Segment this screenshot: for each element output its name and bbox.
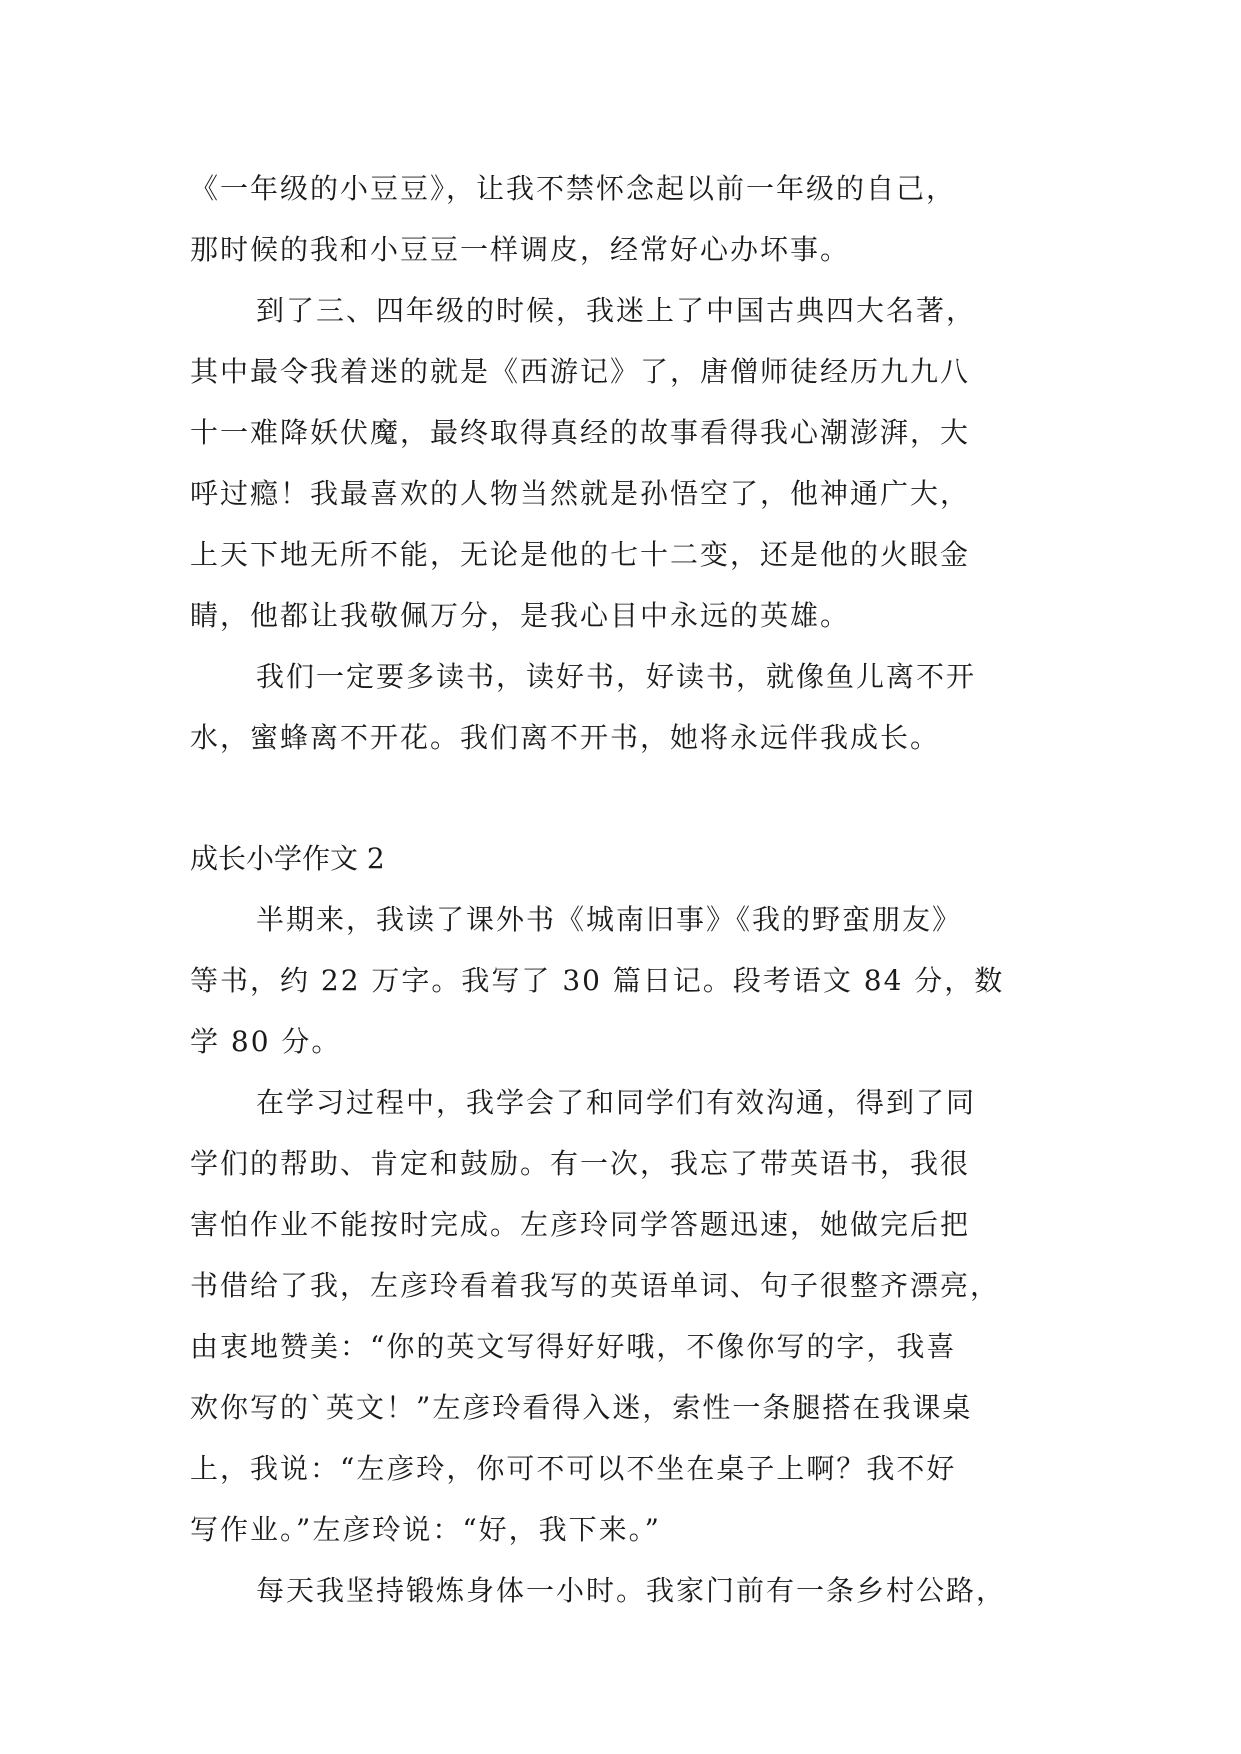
paragraph-line: 学们的帮助、肯定和鼓励。有一次，我忘了带英语书，我很 — [190, 1147, 971, 1180]
paragraph-line: 水，蜜蜂离不开花。我们离不开书，她将永远伴我成长。 — [190, 721, 941, 754]
paragraph-line: 学 80 分。 — [190, 1025, 342, 1058]
paragraph-line: 其中最令我着迷的就是《西游记》了，唐僧师徒经历九九八 — [190, 355, 971, 388]
paragraph-line: 在学习过程中，我学会了和同学们有效沟通，得到了同 — [256, 1086, 977, 1119]
paragraph-line: 上天下地无所不能，无论是他的七十二变，还是他的火眼金 — [190, 538, 971, 571]
paragraph-line: 十一难降妖伏魔，最终取得真经的故事看得我心潮澎湃，大 — [190, 416, 971, 449]
paragraph-line: 害怕作业不能按时完成。左彦玲同学答题迅速，她做完后把 — [190, 1208, 971, 1241]
paragraph-line: 睛，他都让我敬佩万分，是我心目中永远的英雄。 — [190, 599, 851, 632]
paragraph-line: 由衷地赞美：“你的英文写得好好哦，不像你写的字，我喜 — [190, 1330, 957, 1363]
paragraph-line: 呼过瘾！我最喜欢的人物当然就是孙悟空了，他神通广大， — [190, 477, 971, 510]
paragraph-line: 上，我说：“左彦玲，你可不可以不坐在桌子上啊？我不好 — [190, 1452, 957, 1485]
paragraph-line: 那时候的我和小豆豆一样调皮，经常好心办坏事。 — [190, 233, 851, 266]
document-body — [190, 158, 1060, 1621]
paragraph-line: 书借给了我，左彦玲看着我写的英语单词、句子很整齐漂亮， — [190, 1269, 1001, 1302]
paragraph-line: 欢你写的`英文！”左彦玲看得入迷，索性一条腿搭在我课桌 — [190, 1391, 973, 1424]
section-heading: 成长小学作文 2 — [190, 842, 385, 875]
paragraph-line: 写作业。”左彦玲说：“好，我下来。” — [190, 1513, 661, 1546]
paragraph-line: 半期来，我读了课外书《城南旧事》《我的野蛮朋友》 — [256, 903, 963, 936]
paragraph-line: 每天我坚持锻炼身体一小时。我家门前有一条乡村公路， — [256, 1574, 1007, 1607]
paragraph-line: 到了三、四年级的时候，我迷上了中国古典四大名著， — [256, 294, 977, 327]
section-gap — [190, 768, 1060, 828]
paragraph-line: 等书，约 22 万字。我写了 30 篇日记。段考语文 84 分，数 — [190, 964, 1005, 997]
paragraph-line: 《一年级的小豆豆》，让我不禁怀念起以前一年级的自己， — [190, 172, 957, 205]
paragraph-line: 我们一定要多读书，读好书，好读书，就像鱼儿离不开 — [256, 660, 977, 693]
